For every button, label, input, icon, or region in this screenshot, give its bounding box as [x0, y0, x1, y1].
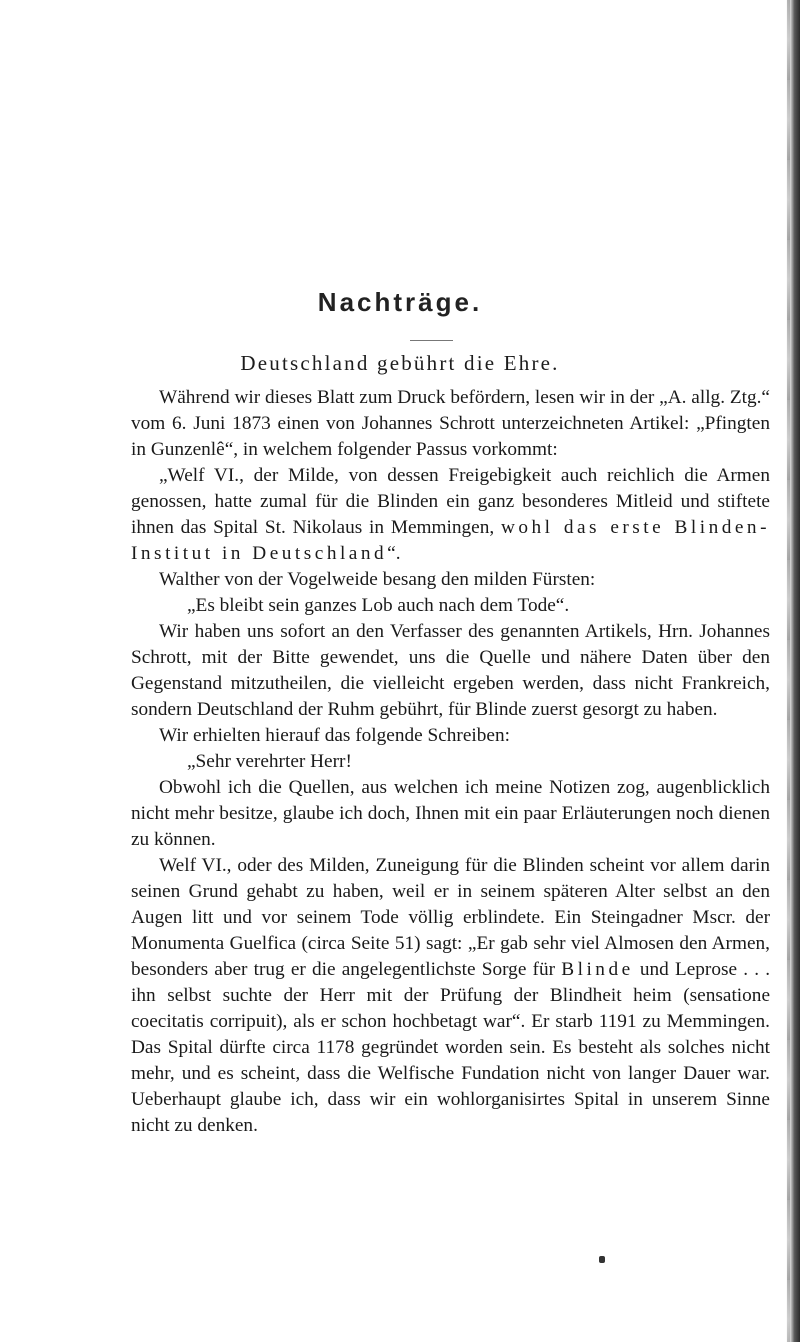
paragraph-9-emphasis: Blinde [561, 959, 634, 980]
body-text [131, 385, 770, 1139]
paragraph-3: Walther von der Vogelweide besang den milden Fürsten: [159, 569, 596, 590]
paragraph-8: Obwohl ich die Quellen, aus welchen ich meine Notizen zog, augenblicklich nicht mehr besitze, glaube ich doch, Ihnen mit ein paar Erläuterungen noch dienen zu können. [131, 777, 770, 850]
page-heading: Nachträge. [317, 287, 483, 317]
paragraph-2 [131, 463, 770, 567]
ink-mark [599, 1256, 605, 1263]
heading-rule [410, 340, 453, 341]
paragraph-2-text: „Welf VI., der Milde, von dessen Freigebigkeit auch reichlich die Armen genossen, hatte zumal für die Blinden ein ganz besonderes Mitleid und stiftete ihnen das Spital St. Nikolaus in Memmingen, [131, 465, 770, 538]
paragraph-6: Wir erhielten hierauf das folgende Schreiben: [159, 725, 510, 746]
quote-line: „Es bleibt sein ganzes Lob auch nach dem Tode“. [187, 595, 570, 616]
paragraph-9-rest: und Leprose . . . ihn selbst suchte der Herr mit der Prüfung der Blindheit heim (sensatione coecitatis corripuit), als er schon hochbetagt war“. Er starb 1191 zu Memmingen. Das Spital dürfte circa 1178 gegründet worden sein. Es besteht als solches nicht mehr, und es scheint, dass die Welfische Fundation nicht von langer Dauer war. Ueberhaupt glaube ich, dass wir ein wohlorganisirtes Spital in unserem Sinne nicht zu denken. [131, 959, 771, 1136]
paragraph-9 [131, 853, 770, 1139]
page-edge-shadow [787, 0, 790, 1342]
paragraph-2-emphasis: wohl das erste Blinden-Institut in Deutschland [131, 517, 770, 564]
paragraph-9-text: Welf VI., oder des Milden, Zuneigung für die Blinden scheint vor allem darin seinen Grund gehabt zu haben, weil er in seinem späteren Alter selbst an den Augen litt und vor seinem Tode völlig erblindete. Ein Steingadner Mscr. der Monumenta Guelfica (circa Seite 51) sagt: „Er gab sehr viel Almosen den Armen, besonders aber trug er die angelegentlichste Sorge für [131, 855, 770, 980]
paragraph-1: Während wir dieses Blatt zum Druck befördern, lesen wir in der „A. allg. Ztg.“ vom 6. Juni 1873 einen von Johannes Schrott unterzeichneten Artikel: „Pfingten in Gunzenlê“, in welchem folgender Passus vorkommt: [131, 387, 770, 460]
letter-salutation: „Sehr verehrter Herr! [187, 751, 352, 772]
section-subheading: Deutschland gebührt die Ehre. [240, 351, 560, 375]
paragraph-2-close: “. [387, 543, 401, 564]
paragraph-5: Wir haben uns sofort an den Verfasser des genannten Artikels, Hrn. Johannes Schrott, mit der Bitte gewendet, uns die Quelle und nähere Daten über den Gegenstand mitzutheilen, die vielleicht ergeben werden, dass nicht Frankreich, sondern Deutschland der Ruhm gebührt, für Blinde zuerst gesorgt zu haben. [131, 621, 770, 720]
